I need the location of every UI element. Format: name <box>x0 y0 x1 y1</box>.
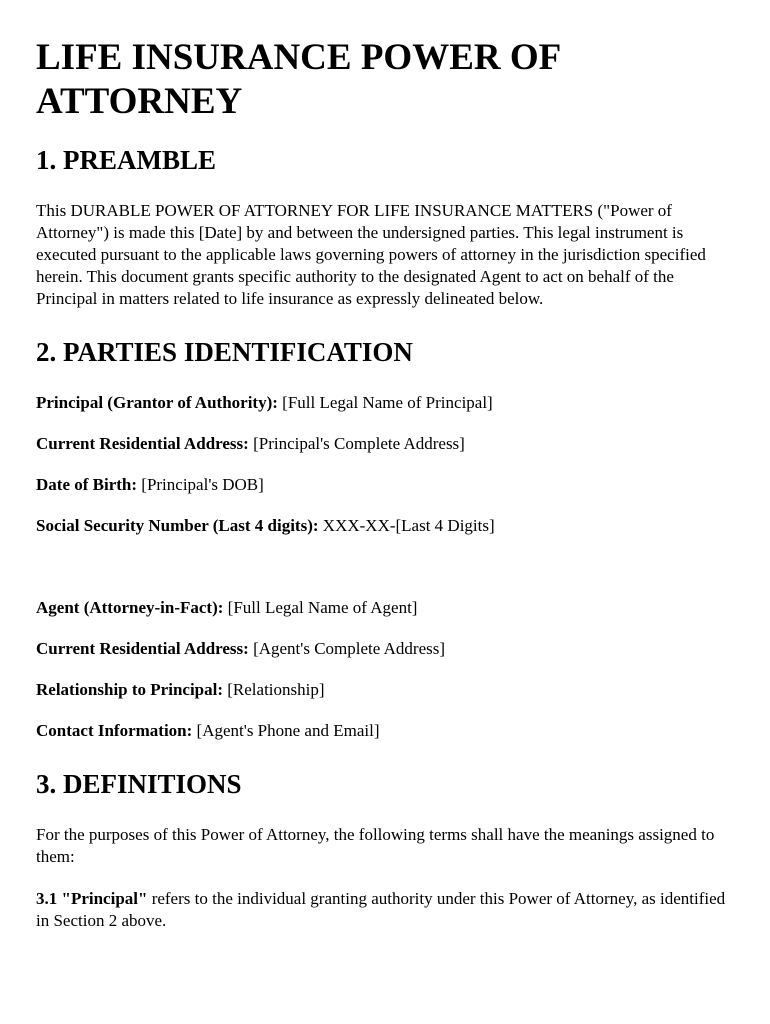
agent-relationship-field <box>36 679 734 701</box>
field-label: Current Residential Address: <box>36 639 249 658</box>
field-value: [Agent's Complete Address] <box>253 639 446 658</box>
principal-dob-field <box>36 474 734 496</box>
definitions-intro: For the purposes of this Power of Attorney, the following terms shall have the meanings assigned to them: <box>36 825 715 866</box>
section-heading-definitions: 3. DEFINITIONS <box>36 769 242 799</box>
field-value: [Relationship] <box>227 680 325 699</box>
field-value: [Full Legal Name of Principal] <box>282 393 493 412</box>
spacer <box>36 556 734 597</box>
field-label: Contact Information: <box>36 721 193 740</box>
field-value: [Principal's DOB] <box>141 475 264 494</box>
field-label: Principal (Grantor of Authority): <box>36 393 278 412</box>
field-value: [Principal's Complete Address] <box>253 434 465 453</box>
principal-address-field <box>36 433 734 455</box>
field-value: [Full Legal Name of Agent] <box>227 598 418 617</box>
section-heading-preamble: 1. PREAMBLE <box>36 145 217 175</box>
principal-name-field <box>36 392 734 414</box>
preamble-text: This DURABLE POWER OF ATTORNEY FOR LIFE INSURANCE MATTERS ("Power of Attorney") is made this [Date] by and between the undersigned parties. This legal instrument is executed pursuant to the applicable laws governing powers of attorney in the jurisdiction specified herein. This document grants specific authority to the designated Agent to act on behalf of the Principal in matters related to life insurance as expressly delineated below. <box>36 201 706 308</box>
field-value: XXX-XX-[Last 4 Digits] <box>322 516 495 535</box>
field-label: Date of Birth: <box>36 475 138 494</box>
field-label: Current Residential Address: <box>36 434 249 453</box>
document-title: LIFE INSURANCE POWER OF ATTORNEY <box>36 37 560 122</box>
definition-item <box>36 888 734 932</box>
agent-address-field <box>36 638 734 660</box>
definition-term: 3.1 "Principal" <box>36 889 148 908</box>
section-heading-parties: 2. PARTIES IDENTIFICATION <box>36 337 413 367</box>
agent-name-field <box>36 597 734 619</box>
field-value: [Agent's Phone and Email] <box>196 721 380 740</box>
field-label: Agent (Attorney-in-Fact): <box>36 598 224 617</box>
definition-text: refers to the individual granting authority under this Power of Attorney, as identified in Section 2 above. <box>36 889 726 930</box>
agent-contact-field <box>36 720 734 742</box>
field-label: Relationship to Principal: <box>36 680 224 699</box>
principal-ssn-field <box>36 515 734 537</box>
field-label: Social Security Number (Last 4 digits): <box>36 516 319 535</box>
